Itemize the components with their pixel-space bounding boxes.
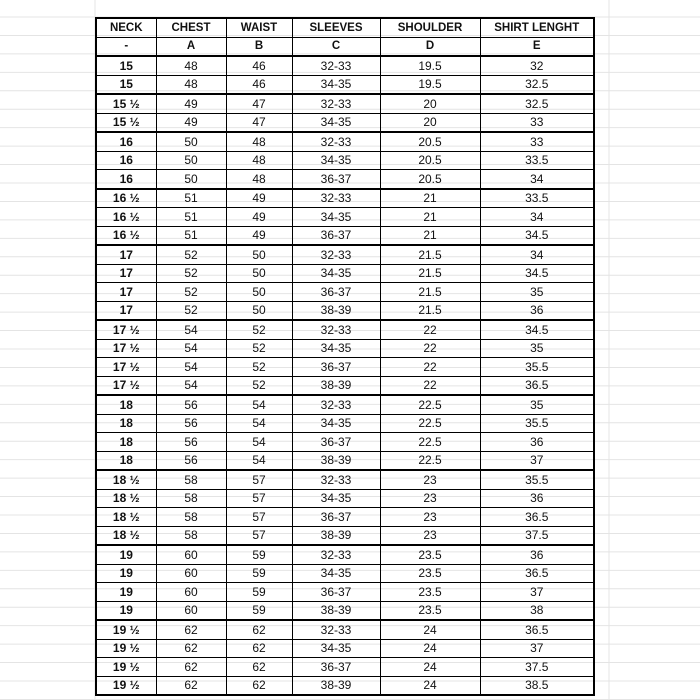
measurement-cell: 38 — [480, 601, 594, 620]
header-cell: C — [292, 37, 380, 56]
measurement-cell: 38-39 — [292, 676, 380, 695]
measurement-cell: 52 — [156, 301, 226, 320]
measurement-cell: 52 — [156, 283, 226, 302]
header-cell: A — [156, 37, 226, 56]
measurement-cell: 34.5 — [480, 264, 594, 283]
table-row — [96, 189, 594, 208]
neck-size-cell: 17 ½ — [96, 339, 156, 358]
measurement-cell: 60 — [156, 601, 226, 620]
neck-size-cell: 18 — [96, 433, 156, 452]
measurement-cell: 51 — [156, 226, 226, 245]
measurement-cell: 21 — [380, 189, 480, 208]
measurement-cell: 24 — [380, 620, 480, 639]
measurement-cell: 49 — [156, 94, 226, 113]
measurement-cell: 36.5 — [480, 508, 594, 527]
measurement-cell: 36 — [480, 433, 594, 452]
measurement-cell: 23 — [380, 470, 480, 489]
measurement-cell: 48 — [226, 151, 292, 170]
measurement-cell: 21.5 — [380, 301, 480, 320]
table-row — [96, 283, 594, 302]
header-cell: NECK — [96, 18, 156, 37]
neck-size-cell: 18 ½ — [96, 508, 156, 527]
table-row — [96, 245, 594, 264]
measurement-cell: 32.5 — [480, 94, 594, 113]
measurement-cell: 23 — [380, 489, 480, 508]
measurement-cell: 22.5 — [380, 451, 480, 470]
measurement-cell: 33 — [480, 113, 594, 132]
measurement-cell: 50 — [156, 132, 226, 151]
measurement-cell: 50 — [156, 170, 226, 189]
measurement-cell: 38-39 — [292, 601, 380, 620]
table-row — [96, 470, 594, 489]
measurement-cell: 35 — [480, 395, 594, 414]
measurement-cell: 22.5 — [380, 433, 480, 452]
table-row — [96, 113, 594, 132]
measurement-cell: 20.5 — [380, 151, 480, 170]
neck-size-cell: 19 — [96, 601, 156, 620]
measurement-cell: 34.5 — [480, 226, 594, 245]
measurement-cell: 23.5 — [380, 564, 480, 583]
measurement-cell: 48 — [226, 170, 292, 189]
measurement-cell: 35 — [480, 283, 594, 302]
neck-size-cell: 17 — [96, 301, 156, 320]
measurement-cell: 32-33 — [292, 245, 380, 264]
neck-size-cell: 16 ½ — [96, 208, 156, 227]
measurement-cell: 38.5 — [480, 676, 594, 695]
measurement-cell: 50 — [226, 283, 292, 302]
table-row — [96, 56, 594, 75]
neck-size-cell: 15 — [96, 56, 156, 75]
neck-size-cell: 17 — [96, 264, 156, 283]
table-row — [96, 301, 594, 320]
measurement-cell: 56 — [156, 395, 226, 414]
measurement-cell: 36-37 — [292, 170, 380, 189]
measurement-cell: 62 — [226, 620, 292, 639]
measurement-cell: 35.5 — [480, 414, 594, 433]
measurement-cell: 34-35 — [292, 639, 380, 658]
neck-size-cell: 16 — [96, 170, 156, 189]
measurement-cell: 50 — [156, 151, 226, 170]
neck-size-cell: 18 ½ — [96, 526, 156, 545]
measurement-cell: 34-35 — [292, 208, 380, 227]
measurement-cell: 37.5 — [480, 658, 594, 677]
measurement-cell: 36 — [480, 301, 594, 320]
measurement-cell: 51 — [156, 189, 226, 208]
measurement-cell: 36-37 — [292, 226, 380, 245]
neck-size-cell: 17 — [96, 245, 156, 264]
neck-size-cell: 18 — [96, 451, 156, 470]
measurement-cell: 52 — [156, 245, 226, 264]
measurement-cell: 35 — [480, 339, 594, 358]
neck-size-cell: 19 ½ — [96, 620, 156, 639]
measurement-cell: 57 — [226, 470, 292, 489]
measurement-cell: 59 — [226, 583, 292, 602]
table-row — [96, 226, 594, 245]
measurement-cell: 48 — [226, 132, 292, 151]
table-row — [96, 658, 594, 677]
measurement-cell: 52 — [226, 320, 292, 339]
measurement-cell: 32-33 — [292, 620, 380, 639]
measurement-cell: 22.5 — [380, 414, 480, 433]
measurement-cell: 62 — [156, 639, 226, 658]
measurement-cell: 38-39 — [292, 301, 380, 320]
measurement-cell: 56 — [156, 451, 226, 470]
measurement-cell: 37.5 — [480, 526, 594, 545]
neck-size-cell: 16 ½ — [96, 226, 156, 245]
table-row — [96, 639, 594, 658]
measurement-cell: 35.5 — [480, 358, 594, 377]
measurement-cell: 56 — [156, 433, 226, 452]
table-row — [96, 94, 594, 113]
table-row — [96, 75, 594, 94]
measurement-cell: 52 — [156, 264, 226, 283]
table-row — [96, 526, 594, 545]
neck-size-cell: 19 ½ — [96, 676, 156, 695]
measurement-cell: 54 — [156, 376, 226, 395]
measurement-cell: 57 — [226, 508, 292, 527]
measurement-cell: 62 — [226, 639, 292, 658]
measurement-cell: 22 — [380, 376, 480, 395]
measurement-cell: 21.5 — [380, 283, 480, 302]
table-row — [96, 433, 594, 452]
measurement-cell: 57 — [226, 489, 292, 508]
measurement-cell: 21 — [380, 208, 480, 227]
table-row — [96, 151, 594, 170]
table-row — [96, 620, 594, 639]
measurement-cell: 34-35 — [292, 75, 380, 94]
measurement-cell: 49 — [156, 113, 226, 132]
measurement-cell: 22 — [380, 358, 480, 377]
measurement-cell: 49 — [226, 189, 292, 208]
table-row — [96, 601, 594, 620]
neck-size-cell: 15 ½ — [96, 113, 156, 132]
table-row — [96, 564, 594, 583]
measurement-cell: 33 — [480, 132, 594, 151]
table-row — [96, 583, 594, 602]
measurement-cell: 58 — [156, 526, 226, 545]
measurement-cell: 59 — [226, 545, 292, 564]
header-cell: B — [226, 37, 292, 56]
table-row — [96, 508, 594, 527]
neck-size-cell: 19 — [96, 545, 156, 564]
measurement-cell: 32-33 — [292, 470, 380, 489]
measurement-cell: 23 — [380, 526, 480, 545]
neck-size-cell: 15 ½ — [96, 94, 156, 113]
measurement-cell: 24 — [380, 639, 480, 658]
measurement-cell: 24 — [380, 658, 480, 677]
table-row — [96, 376, 594, 395]
table-row — [96, 545, 594, 564]
neck-size-cell: 18 — [96, 395, 156, 414]
table-row — [96, 320, 594, 339]
measurement-cell: 38-39 — [292, 451, 380, 470]
measurement-cell: 62 — [226, 676, 292, 695]
measurement-cell: 58 — [156, 508, 226, 527]
measurement-cell: 54 — [226, 395, 292, 414]
measurement-cell: 54 — [156, 320, 226, 339]
measurement-cell: 37 — [480, 639, 594, 658]
measurement-cell: 52 — [226, 339, 292, 358]
neck-size-cell: 15 — [96, 75, 156, 94]
measurement-cell: 38-39 — [292, 376, 380, 395]
header-cell: SHIRT LENGHT — [480, 18, 594, 37]
measurement-cell: 34-35 — [292, 151, 380, 170]
measurement-cell: 50 — [226, 264, 292, 283]
size-chart-table — [95, 17, 595, 696]
header-cell: - — [96, 37, 156, 56]
measurement-cell: 23.5 — [380, 601, 480, 620]
measurement-cell: 33.5 — [480, 189, 594, 208]
measurement-cell: 54 — [226, 433, 292, 452]
header-cell: D — [380, 37, 480, 56]
measurement-cell: 47 — [226, 113, 292, 132]
measurement-cell: 60 — [156, 564, 226, 583]
measurement-cell: 62 — [156, 620, 226, 639]
measurement-cell: 34-35 — [292, 339, 380, 358]
measurement-cell: 36-37 — [292, 358, 380, 377]
neck-size-cell: 19 — [96, 583, 156, 602]
measurement-cell: 59 — [226, 601, 292, 620]
measurement-cell: 34 — [480, 245, 594, 264]
measurement-cell: 32-33 — [292, 56, 380, 75]
measurement-cell: 36-37 — [292, 658, 380, 677]
measurement-cell: 20.5 — [380, 170, 480, 189]
neck-size-cell: 18 ½ — [96, 489, 156, 508]
neck-size-cell: 18 — [96, 414, 156, 433]
measurement-cell: 60 — [156, 583, 226, 602]
measurement-cell: 34 — [480, 208, 594, 227]
measurement-cell: 21 — [380, 226, 480, 245]
measurement-cell: 52 — [226, 358, 292, 377]
header-row-names — [96, 18, 594, 37]
measurement-cell: 35.5 — [480, 470, 594, 489]
measurement-cell: 54 — [226, 451, 292, 470]
header-cell: E — [480, 37, 594, 56]
measurement-cell: 37 — [480, 451, 594, 470]
measurement-cell: 38-39 — [292, 526, 380, 545]
measurement-cell: 50 — [226, 301, 292, 320]
neck-size-cell: 17 ½ — [96, 320, 156, 339]
measurement-cell: 32-33 — [292, 132, 380, 151]
measurement-cell: 54 — [156, 358, 226, 377]
header-cell: WAIST — [226, 18, 292, 37]
header-cell: CHEST — [156, 18, 226, 37]
table-row — [96, 264, 594, 283]
measurement-cell: 52 — [226, 376, 292, 395]
table-row — [96, 451, 594, 470]
measurement-cell: 32 — [480, 56, 594, 75]
neck-size-cell: 17 ½ — [96, 358, 156, 377]
measurement-cell: 32-33 — [292, 94, 380, 113]
measurement-cell: 49 — [226, 226, 292, 245]
measurement-cell: 51 — [156, 208, 226, 227]
measurement-cell: 34-35 — [292, 113, 380, 132]
measurement-cell: 58 — [156, 470, 226, 489]
measurement-cell: 34 — [480, 170, 594, 189]
neck-size-cell: 19 ½ — [96, 639, 156, 658]
table-row — [96, 676, 594, 695]
measurement-cell: 23.5 — [380, 545, 480, 564]
measurement-cell: 50 — [226, 245, 292, 264]
measurement-cell: 21.5 — [380, 245, 480, 264]
measurement-cell: 32-33 — [292, 395, 380, 414]
measurement-cell: 56 — [156, 414, 226, 433]
header-cell: SLEEVES — [292, 18, 380, 37]
table-row — [96, 170, 594, 189]
neck-size-cell: 19 — [96, 564, 156, 583]
measurement-cell: 36-37 — [292, 583, 380, 602]
measurement-cell: 20.5 — [380, 132, 480, 151]
measurement-cell: 36.5 — [480, 620, 594, 639]
measurement-cell: 24 — [380, 676, 480, 695]
table-row — [96, 132, 594, 151]
neck-size-cell: 16 — [96, 132, 156, 151]
measurement-cell: 36-37 — [292, 508, 380, 527]
measurement-cell: 20 — [380, 94, 480, 113]
measurement-cell: 36 — [480, 489, 594, 508]
measurement-cell: 19.5 — [380, 56, 480, 75]
neck-size-cell: 16 — [96, 151, 156, 170]
measurement-cell: 33.5 — [480, 151, 594, 170]
measurement-cell: 34-35 — [292, 414, 380, 433]
measurement-cell: 34-35 — [292, 489, 380, 508]
neck-size-cell: 19 ½ — [96, 658, 156, 677]
measurement-cell: 36-37 — [292, 283, 380, 302]
measurement-cell: 59 — [226, 564, 292, 583]
measurement-cell: 22 — [380, 320, 480, 339]
measurement-cell: 21.5 — [380, 264, 480, 283]
measurement-cell: 54 — [226, 414, 292, 433]
measurement-cell: 32-33 — [292, 320, 380, 339]
measurement-cell: 19.5 — [380, 75, 480, 94]
measurement-cell: 47 — [226, 94, 292, 113]
measurement-cell: 49 — [226, 208, 292, 227]
measurement-cell: 23 — [380, 508, 480, 527]
measurement-cell: 62 — [226, 658, 292, 677]
measurement-cell: 22 — [380, 339, 480, 358]
measurement-cell: 62 — [156, 676, 226, 695]
table-row — [96, 414, 594, 433]
measurement-cell: 60 — [156, 545, 226, 564]
table-row — [96, 358, 594, 377]
measurement-cell: 36 — [480, 545, 594, 564]
measurement-cell: 34-35 — [292, 264, 380, 283]
table-row — [96, 395, 594, 414]
measurement-cell: 48 — [156, 56, 226, 75]
measurement-cell: 46 — [226, 75, 292, 94]
measurement-cell: 32-33 — [292, 189, 380, 208]
neck-size-cell: 16 ½ — [96, 189, 156, 208]
table-row — [96, 208, 594, 227]
header-cell: SHOULDER — [380, 18, 480, 37]
measurement-cell: 62 — [156, 658, 226, 677]
measurement-cell: 23.5 — [380, 583, 480, 602]
neck-size-cell: 18 ½ — [96, 470, 156, 489]
table-row — [96, 489, 594, 508]
measurement-cell: 34.5 — [480, 320, 594, 339]
table-row — [96, 339, 594, 358]
measurement-cell: 36-37 — [292, 433, 380, 452]
measurement-cell: 37 — [480, 583, 594, 602]
measurement-cell: 48 — [156, 75, 226, 94]
measurement-cell: 32.5 — [480, 75, 594, 94]
measurement-cell: 32-33 — [292, 545, 380, 564]
measurement-cell: 36.5 — [480, 564, 594, 583]
measurement-cell: 36.5 — [480, 376, 594, 395]
measurement-cell: 34-35 — [292, 564, 380, 583]
measurement-cell: 58 — [156, 489, 226, 508]
neck-size-cell: 17 ½ — [96, 376, 156, 395]
measurement-cell: 57 — [226, 526, 292, 545]
measurement-cell: 54 — [156, 339, 226, 358]
measurement-cell: 46 — [226, 56, 292, 75]
neck-size-cell: 17 — [96, 283, 156, 302]
measurement-cell: 20 — [380, 113, 480, 132]
header-row-letters — [96, 37, 594, 56]
measurement-cell: 22.5 — [380, 395, 480, 414]
